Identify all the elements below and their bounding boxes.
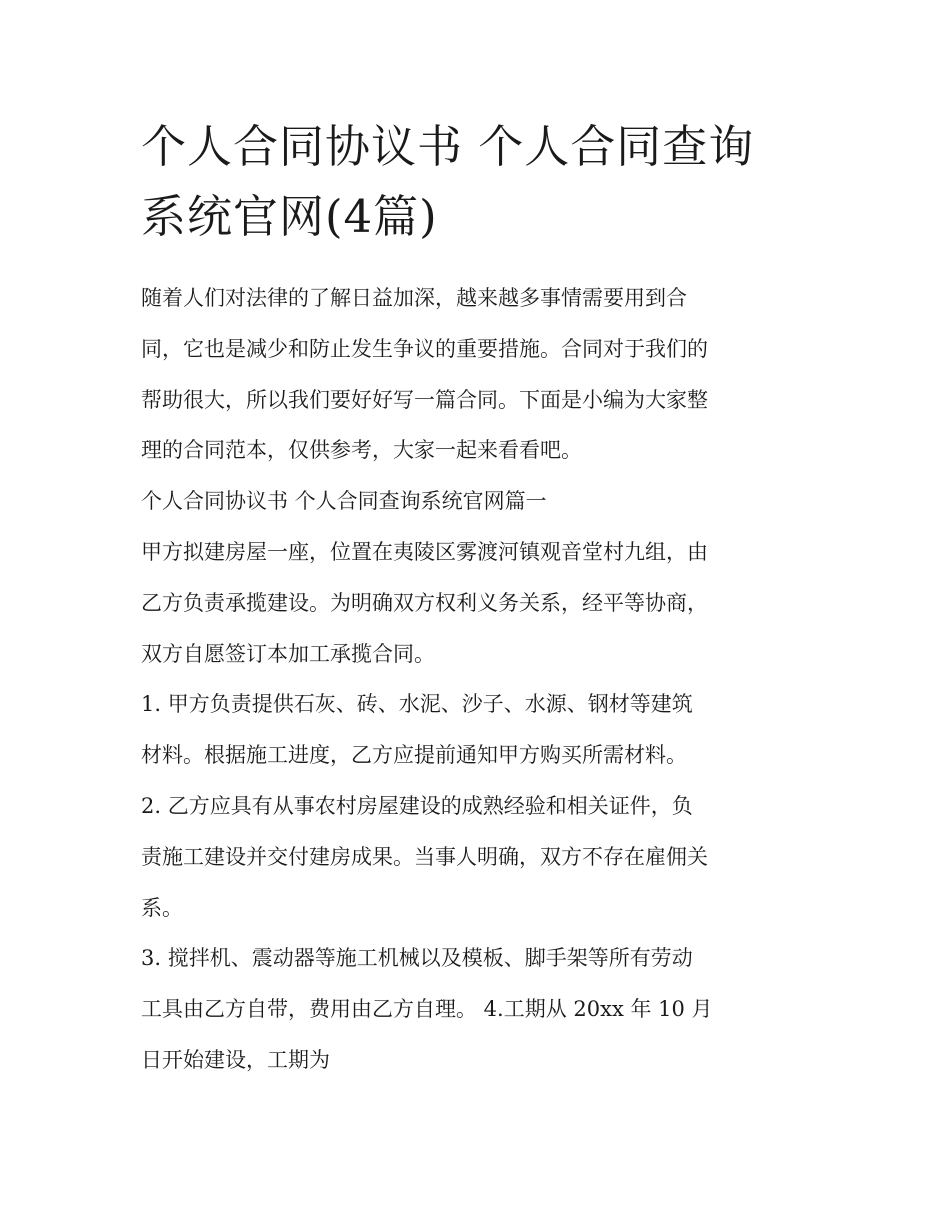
text-line: 材料。根据施工进度，乙方应提前通知甲方购买所需材料。	[141, 743, 687, 768]
document-title	[141, 112, 816, 252]
document-page	[141, 112, 816, 1086]
contract-paragraph	[141, 527, 816, 679]
text-line: 甲方拟建房屋一座，位置在夷陵区雾渡河镇观音堂村九组，由	[141, 539, 708, 564]
text-line: 2. 乙方应具有从事农村房屋建设的成熟经验和相关证件，负	[141, 793, 693, 818]
title-line: 系统官网(4篇)	[141, 190, 438, 243]
text-line: 系。	[141, 895, 183, 920]
text-line: 乙方负责承揽建设。为明确双方权利义务关系，经平等协商，	[141, 590, 708, 615]
text-line: 日开始建设，工期为	[141, 1047, 330, 1072]
text-line: 帮助很大，所以我们要好好写一篇合同。下面是小编为大家整	[141, 387, 708, 412]
document-body	[141, 273, 816, 1086]
intro-paragraph	[141, 273, 816, 476]
title-line: 个人合同协议书 个人合同查询	[141, 120, 755, 173]
text-line: 1. 甲方负责提供石灰、砖、水泥、沙子、水源、钢材等建筑	[141, 692, 693, 717]
text-line: 理的合同范本，仅供参考，大家一起来看看吧。	[141, 438, 582, 463]
text-line: 同，它也是减少和防止发生争议的重要措施。合同对于我们的	[141, 336, 708, 361]
text-line: 双方自愿签订本加工承揽合同。	[141, 641, 435, 666]
clause-item-2	[141, 781, 816, 933]
clause-item-3	[141, 933, 816, 1085]
text-line: 随着人们对法律的了解日益加深，越来越多事情需要用到合	[141, 286, 687, 310]
clause-item-1	[141, 679, 816, 781]
text-line: 工具由乙方自带，费用由乙方自理。 4.工期从 20xx 年 10 月	[141, 997, 713, 1022]
text-line: 3. 搅拌机、震动器等施工机械以及模板、脚手架等所有劳动	[141, 946, 693, 971]
section-heading: 个人合同协议书 个人合同查询系统官网篇一	[141, 489, 547, 514]
text-line: 责施工建设并交付建房成果。当事人明确，双方不存在雇佣关	[141, 844, 708, 869]
